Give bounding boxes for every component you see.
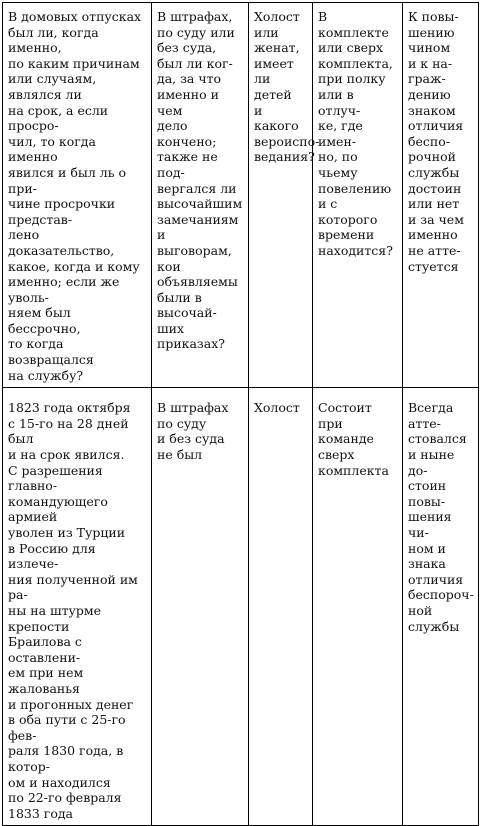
row-cell-marital: Холост [249,388,313,826]
row-cell-promotion: Всегда атте- стовался и ныне до- стоин повы- шения чи- ном и знака отличия беспороч- ной службы [403,388,479,826]
header-cell-penalties: В штрафах, по суду или без суда, был ли ког- да, за что именно и чем дело кончено; также не под- вергался ли высочайшим замечаниям и выговорам, кои объявляемы были в высочай- ших приказах? [152,3,249,388]
header-row [3,3,479,388]
table-row [3,388,479,826]
row-cell-complement: Состоит при команде сверх комплекта [313,388,403,826]
header-cell-leave: В домовых отпусках был ли, когда именно, по каким причинам или случаям, являлся ли на срок, а если просро- чил, то когда именно явился и был ль о при- чине просрочки представ- лено доказательство, какое, когда и кому именно; если же уволь- няем был бессрочно, то когда возвращался на службу? [3,3,152,388]
row-cell-penalties: В штрафах по суду и без суда не был [152,388,249,826]
service-record-table [2,2,479,826]
header-cell-promotion: К повы- шению чином и к на- граж- дению знаком отличия беспо- рочной службы достоин или нет и за чем именно не атте- стуется [403,3,479,388]
row-cell-leave: 1823 года октября с 15-го на 28 дней был и на срок явился. С разрешения главно- командующего армией уволен из Турции в Россию для излече- ния полученной им ра- ны на штурме крепости Браилова с оставлени- ем при нем жалованья и прогонных денег в оба пути с 25-го фев- раля 1830 года, в котор- ом и находился по 22-го февраля 1833 года [3,388,152,826]
header-cell-complement: В комплекте или сверх комплекта, при полку или в отлуч- ке, где имен- но, по чьему повелению и с которого времени находится? [313,3,403,388]
header-cell-marital: Холост или женат, имеет ли детей и какого вероиспо- ведания? [249,3,313,388]
